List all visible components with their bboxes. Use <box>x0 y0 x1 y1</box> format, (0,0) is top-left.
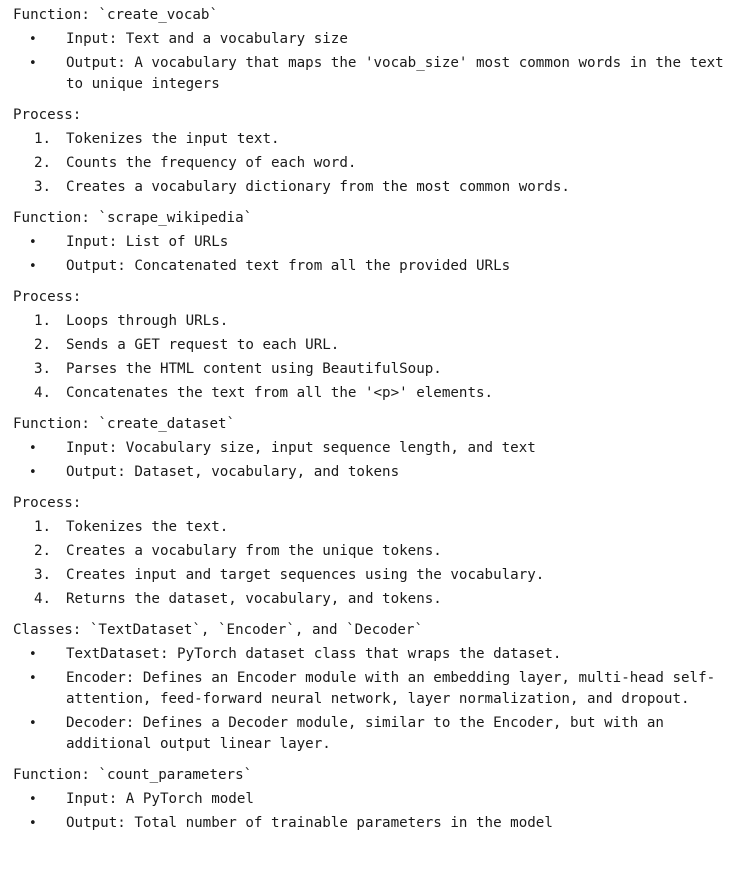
numbered-list-create-vocab-process <box>13 129 730 198</box>
list-item: 1. Tokenizes the input text. <box>34 131 280 147</box>
numbered-list-dataset-process <box>13 517 730 610</box>
list-item: • Input: List of URLs <box>13 232 730 253</box>
list-item: 3. Creates a vocabulary dictionary from the most common words. <box>34 179 570 195</box>
list-item: 3. Parses the HTML content using BeautifulSoup. <box>34 361 442 377</box>
list-item: • Decoder: Defines a Decoder module, similar to the Encoder, but with an additional output linear layer. <box>13 713 730 755</box>
bullet-list-classes <box>13 644 730 755</box>
list-item: • Encoder: Defines an Encoder module with an embedding layer, multi-head self-attention, feed-forward neural network, layer normalization, and dropout. <box>13 668 730 710</box>
list-item: 2. Creates a vocabulary from the unique tokens. <box>34 543 442 559</box>
list-item: 4. Returns the dataset, vocabulary, and tokens. <box>34 591 442 607</box>
section-heading-create-vocab: Function: `create_vocab` <box>13 7 218 23</box>
list-item: 1. Tokenizes the text. <box>34 519 229 535</box>
list-item: 4. Concatenates the text from all the '<p>' elements. <box>34 385 494 401</box>
list-item: 2. Sends a GET request to each URL. <box>34 337 340 353</box>
bullet-list-create-vocab <box>13 29 730 95</box>
section-heading-scrape-wikipedia: Function: `scrape_wikipedia` <box>13 210 253 226</box>
list-item: • Output: A vocabulary that maps the 'vocab_size' most common words in the text to unique integers <box>13 53 730 95</box>
numbered-list-scrape-process <box>13 311 730 404</box>
list-item: • Input: Vocabulary size, input sequence length, and text <box>13 438 730 459</box>
section-heading-count-parameters: Function: `count_parameters` <box>13 767 253 783</box>
list-item: • Input: Text and a vocabulary size <box>13 29 730 50</box>
list-item: • Output: Concatenated text from all the provided URLs <box>13 256 730 277</box>
section-heading-process: Process: <box>13 107 82 123</box>
bullet-list-count-parameters <box>13 789 730 834</box>
section-heading-process: Process: <box>13 495 82 511</box>
list-item: 2. Counts the frequency of each word. <box>34 155 357 171</box>
list-item: 3. Creates input and target sequences using the vocabulary. <box>34 567 545 583</box>
list-item: • Output: Dataset, vocabulary, and tokens <box>13 462 730 483</box>
list-item: • TextDataset: PyTorch dataset class that wraps the dataset. <box>13 644 730 665</box>
section-heading-process: Process: <box>13 289 82 305</box>
section-heading-classes: Classes: `TextDataset`, `Encoder`, and `Decoder` <box>13 622 423 638</box>
bullet-list-scrape-wikipedia <box>13 232 730 277</box>
section-heading-create-dataset: Function: `create_dataset` <box>13 416 236 432</box>
bullet-list-create-dataset <box>13 438 730 483</box>
list-item: • Output: Total number of trainable parameters in the model <box>13 813 730 834</box>
list-item: 1. Loops through URLs. <box>34 313 229 329</box>
list-item: • Input: A PyTorch model <box>13 789 730 810</box>
